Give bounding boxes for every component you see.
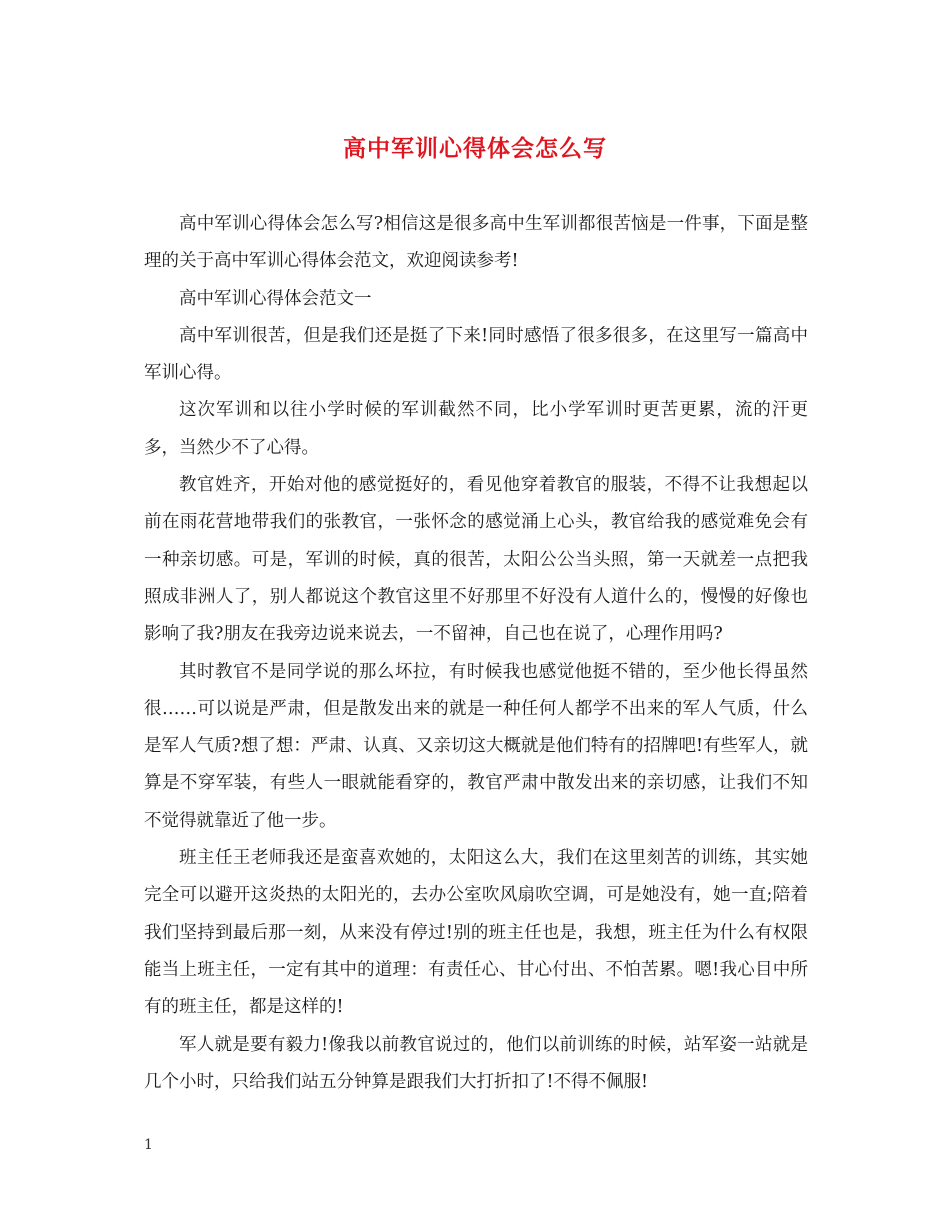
paragraph: 班主任王老师我还是蛮喜欢她的，太阳这么大，我们在这里刻苦的训练，其实她完全可以避开这炎热的太阳光的，去办公室吹风扇吹空调，可是她没有，她一直;陪着我们坚持到最后那一刻，从来没有停过!别的班主任也是，我想，班主任为什么有权限能当上班主任，一定有其中的道理：有责任心、甘心付出、不怕苦累。嗯!我心目中所有的班主任，都是这样的! [144, 848, 808, 1018]
page-number: 1 [144, 1137, 153, 1153]
paragraph-intro: 高中军训心得体会怎么写?相信这是很多高中生军训都很苦恼是一件事，下面是整理的关于高中军训心得体会范文，欢迎阅读参考! [144, 214, 808, 272]
document-title: 高中军训心得体会怎么写 [343, 135, 607, 162]
paragraph: 教官姓齐，开始对他的感觉挺好的，看见他穿着教官的服装，不得不让我想起以前在雨花营地带我们的张教官，一张怀念的感觉涌上心头，教官给我的感觉难免会有一种亲切感。可是，军训的时候，真的很苦，太阳公公当头照，第一天就差一点把我照成非洲人了，别人都说这个教官这里不好那里不好没有人道什么的，慢慢的好像也影响了我?朋友在我旁边说来说去，一不留神，自己也在说了，心理作用吗? [144, 475, 808, 645]
paragraph: 高中军训很苦，但是我们还是挺了下来!同时感悟了很多很多，在这里写一篇高中军训心得。 [144, 325, 808, 384]
paragraph: 军人就是要有毅力!像我以前教官说过的，他们以前训练的时候，站军姿一站就是几个小时，只给我们站五分钟算是跟我们大打折扣了!不得不佩服! [144, 1034, 808, 1092]
document-body [144, 206, 808, 1101]
paragraph: 其时教官不是同学说的那么坏拉，有时候我也感觉他挺不错的，至少他长得虽然很……可以说是严肃，但是散发出来的就是一种任何人都学不出来的军人气质，什么是军人气质?想了想：严肃、认真、又亲切这大概就是他们特有的招牌吧!有些军人，就算是不穿军装，有些人一眼就能看穿的，教官严肃中散发出来的亲切感，让我们不知不觉得就靠近了他一步。 [144, 661, 808, 831]
paragraph-subheading: 高中军训心得体会范文一 [179, 288, 372, 309]
paragraph: 这次军训和以往小学时候的军训截然不同，比小学军训时更苦更累，流的汗更多，当然少不了心得。 [144, 400, 808, 458]
